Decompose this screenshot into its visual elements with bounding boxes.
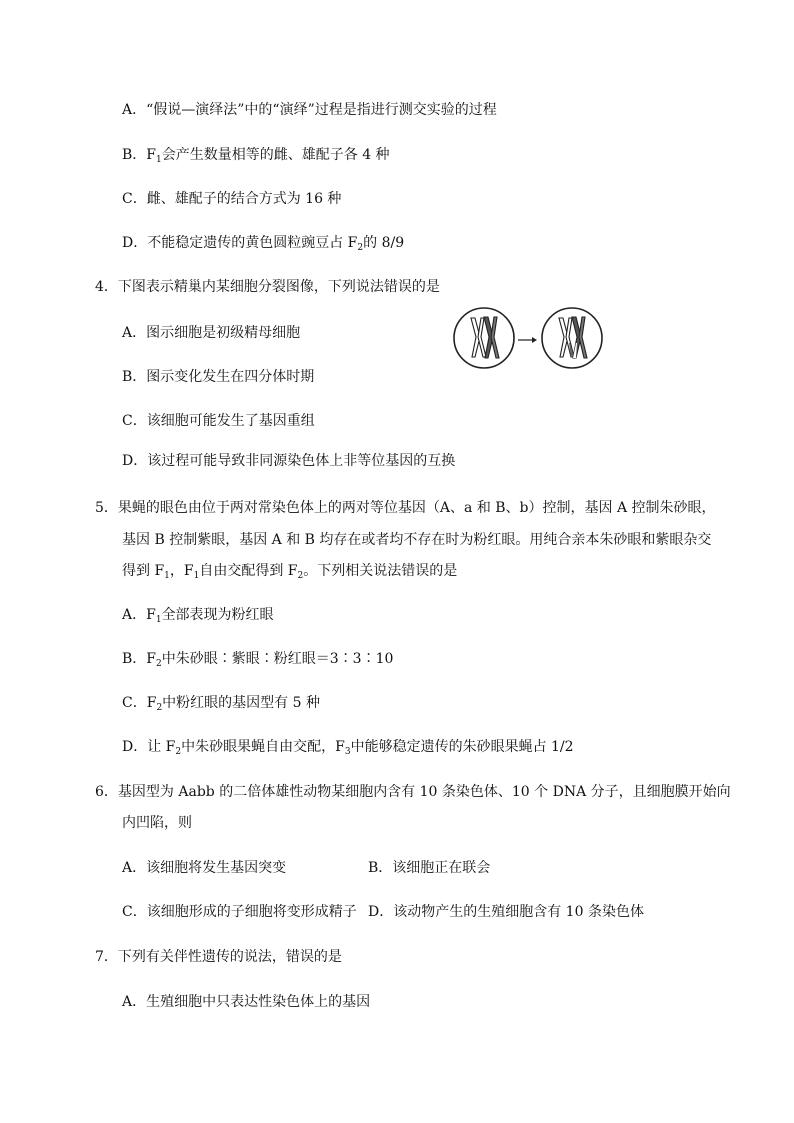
arrow-icon [518, 337, 537, 343]
q4-option-c: C．该细胞可能发生了基因重组 [122, 413, 315, 429]
q5-option-b: B．$F_2$中朱砂眼∶紫眼∶粉红眼＝3∶3∶10 [122, 651, 394, 669]
q6-stem-line1: 6．基因型为 Aabb 的二倍体雄性动物某细胞内含有 10 条染色体、10 个 DNA 分子，且细胞膜开始向 [95, 784, 731, 800]
q6-option-b: B．该细胞正在联会 [368, 860, 491, 876]
q5-stem-line3: 得到 $F_1$，$F_1$自由交配得到 $F_2$。下列相关说法错误的是 [122, 563, 458, 581]
q7-stem: 7．下列有关伴性遗传的说法，错误的是 [95, 949, 342, 965]
q5-stem-line1: 5．果蝇的眼色由位于两对常染色体上的两对等位基因（A、a 和 B、b）控制，基因 A 控制朱砂眼， [95, 500, 716, 516]
q3-option-b: B．$F_1$会产生数量相等的雌、雄配子各 4 种 [122, 147, 390, 165]
q5-option-c: C．$F_2$中粉红眼的基因型有 5 种 [122, 695, 320, 713]
q6-stem-line2: 内凹陷，则 [122, 815, 192, 831]
q7-option-a: A．生殖细胞中只表达性染色体上的基因 [122, 994, 371, 1010]
q5-option-a: A．$F_1$全部表现为粉红眼 [122, 607, 274, 625]
q6-option-c: C．该细胞形成的子细胞将变形成精子 [122, 904, 357, 920]
q4-option-b: B．图示变化发生在四分体时期 [122, 369, 315, 385]
q5-option-d: D．让 $F_2$中朱砂眼果蝇自由交配，$F_3$中能够稳定遗传的朱砂眼果蝇占 1/2 [122, 739, 574, 757]
cell-division-figure [452, 305, 612, 375]
q3-option-d: D．不能稳定遗传的黄色圆粒豌豆占 $F_2$的 8/9 [122, 235, 405, 253]
q5-stem-line2: 基因 B 控制紫眼，基因 A 和 B 均存在或者均不存在时为粉红眼。用纯合亲本朱砂眼和紫眼杂交 [122, 532, 712, 548]
q4-option-a: A．图示细胞是初级精母细胞 [122, 325, 301, 341]
q3-option-c: C．雌、雄配子的结合方式为 16 种 [122, 191, 342, 207]
q4-option-d: D．该过程可能导致非同源染色体上非等位基因的互换 [122, 453, 456, 469]
q4-stem: 4．下图表示精巢内某细胞分裂图像，下列说法错误的是 [95, 279, 440, 295]
q6-option-a: A．该细胞将发生基因突变 [122, 860, 287, 876]
q3-option-a: A．“假说—演绎法”中的“演绎”过程是指进行测交实验的过程 [122, 102, 497, 118]
q6-option-d: D．该动物产生的生殖细胞含有 10 条染色体 [368, 904, 644, 920]
